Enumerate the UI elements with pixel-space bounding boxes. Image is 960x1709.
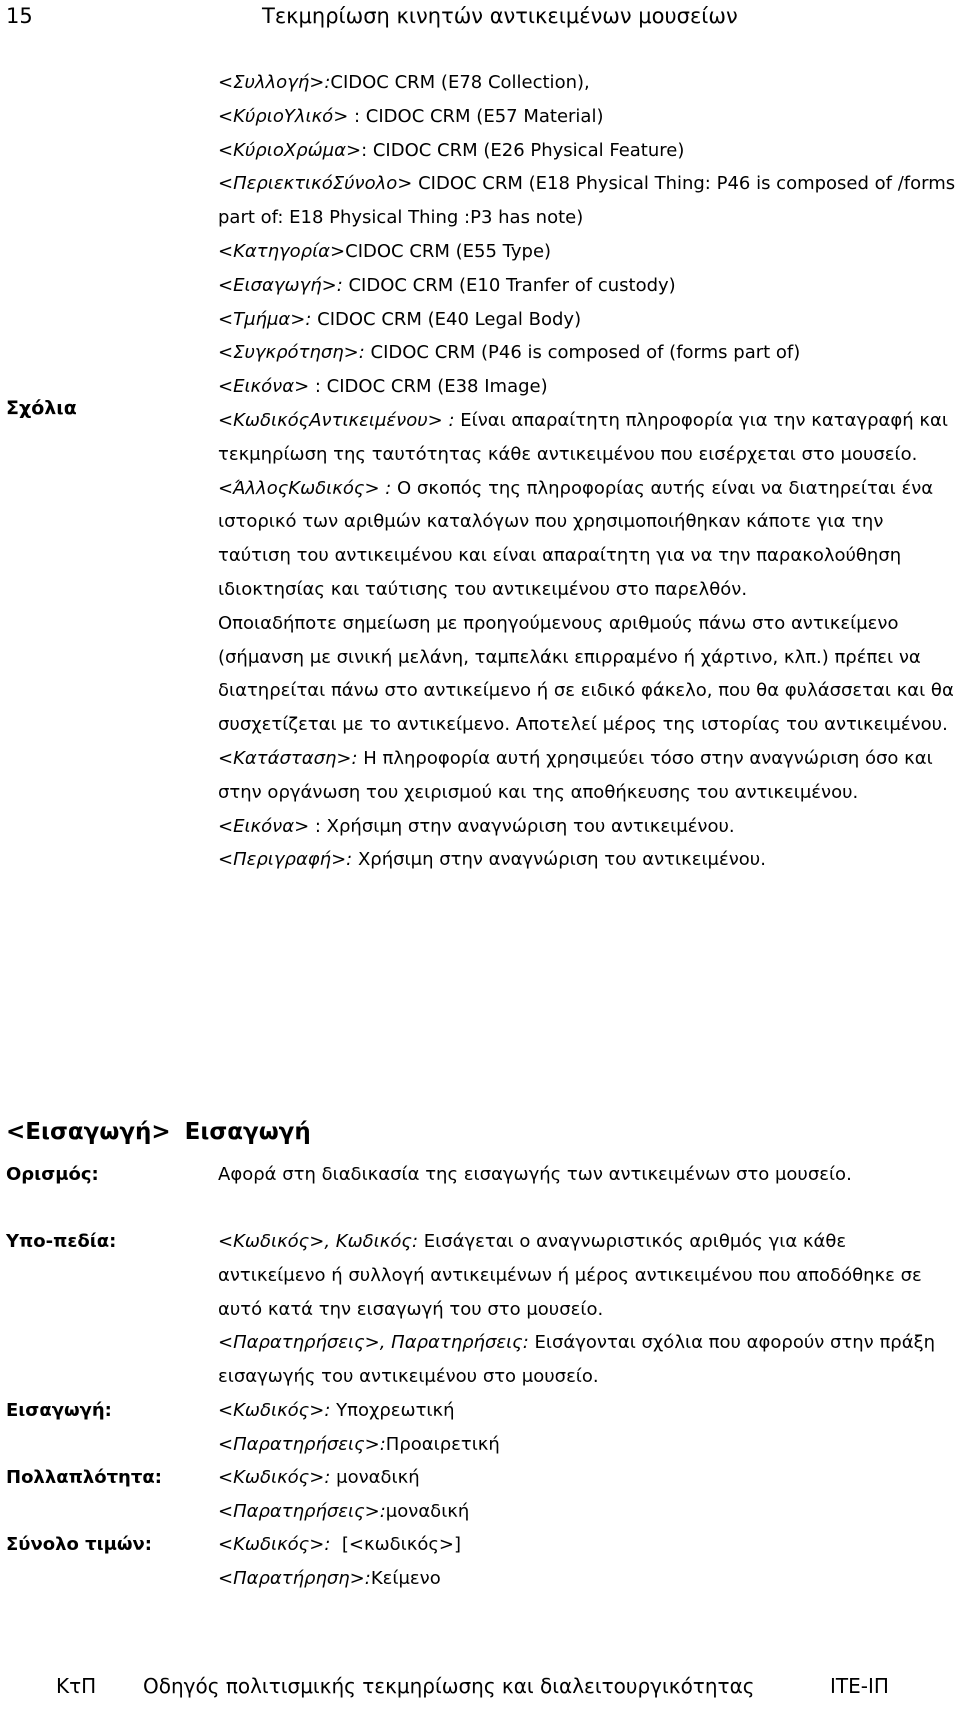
comment-tag: <ΚωδικόςΑντικειμένου> :: [218, 409, 455, 431]
subfield-text: Εισάγεται ο αναγνωριστικός αριθμός για κάθε αντικείμενο ή συλλογή αντικειμένων ή μέρος αντικειμένου που αποδόθηκε σε αυτό κατά την εισαγωγή του στο μουσείο.: [218, 1231, 922, 1320]
comment-line: [218, 134, 958, 168]
value-set-text: Κείμενο: [370, 1567, 441, 1589]
comments-block: [218, 66, 958, 877]
comment-line: [218, 843, 958, 877]
comment-tag: <Περιγραφή>:: [218, 849, 353, 871]
comment-text: : Χρήσιμη στην αναγνώριση του αντικειμένου.: [309, 815, 735, 837]
entry-label: Εισαγωγή:: [6, 1400, 112, 1421]
comment-tag: <Εικόνα>: [218, 376, 310, 398]
page-header: [0, 0, 960, 34]
multiplicity-tag: <Παρατηρήσεις>:: [218, 1500, 386, 1522]
running-title: Τεκμηρίωση κινητών αντικειμένων μουσείων: [262, 4, 738, 28]
value-set-item: [218, 1528, 956, 1562]
comment-line: [218, 336, 958, 370]
comment-line: [218, 66, 958, 100]
value-set-item: [218, 1562, 956, 1596]
footer-institute: ΙΤΕ-ΙΠ: [830, 1674, 889, 1698]
definition-label: Ορισμός:: [6, 1164, 99, 1185]
comment-text: Ο σκοπός της πληροφορίας αυτής είναι να διατηρείται ένα ιστορικό των αριθμών καταλόγων που χρησιμοποιήθηκαν κάποτε για την ταύτιση του αντικειμένου και είναι απαραίτητη για να την παρακολούθηση ιδιοκτησίας και ταύτισης του αντικειμένου στο παρελθόν.: [218, 477, 934, 600]
definition-text: Αφορά στη διαδικασία της εισαγωγής των αντικειμένων στο μουσείο.: [218, 1164, 852, 1185]
entry-text: Προαιρετική: [385, 1433, 500, 1455]
subfield-tag: <Παρατηρήσεις>, Παρατηρήσεις:: [218, 1332, 529, 1354]
comment-text: Οποιαδήποτε σημείωση με προηγούμενους αριθμούς πάνω στο αντικείμενο (σήμανση με σινική μελάνη, ταμπελάκι επιρραμένο ή χάρτινο, κλπ.) πρέπει να διατηρείται πάνω στο αντικείμενο ή σε ειδικό φάκελο, που θα φυλάσσεται και θα συσχετίζεται με το αντικείμενο. Αποτελεί μέρος της ιστορίας του αντικειμένου.: [218, 612, 954, 736]
subfields-label: Υπο-πεδία:: [6, 1231, 117, 1252]
subfield-tag: <Κωδικός>, Κωδικός:: [218, 1231, 419, 1252]
footer-org: ΚτΠ: [56, 1674, 97, 1698]
comment-text: Χρήσιμη στην αναγνώριση του αντικειμένου.: [352, 849, 766, 871]
entry-tag: <Κωδικός>:: [218, 1400, 331, 1421]
section-name: Εισαγωγή: [184, 1119, 311, 1145]
comment-tag: <Κατηγορία>: [218, 240, 346, 262]
comment-line: [218, 607, 958, 742]
multiplicity-value: [218, 1461, 956, 1529]
multiplicity-item: [218, 1495, 956, 1529]
comment-line: [218, 404, 958, 472]
multiplicity-text: μοναδική: [330, 1467, 420, 1488]
comment-text: CIDOC CRM (E10 Tranfer of custody): [342, 274, 676, 296]
subfield-text: Εισάγονται σχόλια που αφορούν στην πράξη εισαγωγής του αντικειμένου στο μουσείο.: [218, 1332, 936, 1388]
comment-tag: <Εικόνα>: [218, 815, 310, 837]
comment-line: [218, 303, 958, 337]
value-set-tag: <Κωδικός>:: [218, 1534, 331, 1555]
comment-tag: <Συλλογή>:: [218, 72, 331, 93]
comment-line: [218, 269, 958, 303]
footer-title: Οδηγός πολιτισμικής τεκμηρίωσης και διαλειτουργικότητας: [143, 1674, 755, 1698]
comment-tag: <Συγκρότηση>:: [218, 342, 365, 364]
comment-tag: <ΚύριοΧρώμα>: [218, 139, 362, 161]
comment-tag: <ΚύριοΥλικό>: [218, 105, 349, 127]
comment-line: [218, 742, 958, 810]
comment-tag: <ΆλλοςΚωδικός> :: [218, 477, 392, 499]
entry-tag: <Παρατηρήσεις>:: [218, 1433, 386, 1455]
comment-text: CIDOC CRM (E55 Type): [345, 240, 552, 262]
entry-item: [218, 1394, 956, 1428]
entry-item: [218, 1428, 956, 1462]
comment-text: Η πληροφορία αυτή χρησιμεύει τόσο στην αναγνώριση όσο και στην οργάνωση του χειρισμού και της αποθήκευσης του αντικειμένου.: [218, 747, 933, 803]
multiplicity-item: [218, 1461, 956, 1495]
comment-text: : CIDOC CRM (E26 Physical Feature): [361, 139, 685, 161]
comment-text: : CIDOC CRM (E57 Material): [348, 105, 604, 127]
comment-line: [218, 810, 958, 844]
comment-text: CIDOC CRM (E78 Collection),: [330, 72, 590, 93]
comment-tag: <Τμήμα>:: [218, 308, 312, 330]
multiplicity-text: μοναδική: [385, 1500, 470, 1522]
comment-line: [218, 167, 958, 235]
value-set-tag: <Παρατήρηση>:: [218, 1567, 371, 1589]
multiplicity-tag: <Κωδικός>:: [218, 1467, 331, 1488]
page-number: 15: [6, 4, 33, 28]
comment-text: Είναι απαραίτητη πληροφορία για την καταγραφή και τεκμηρίωση της ταυτότητας κάθε αντικειμένου που εισέρχεται στο μουσείο.: [218, 409, 948, 465]
comment-text: CIDOC CRM (P46 is composed of (forms part of): [364, 342, 801, 364]
comment-tag: <Εισαγωγή>:: [218, 274, 343, 296]
value-set-text: [<κωδικός>]: [330, 1534, 462, 1555]
comment-line: [218, 472, 958, 607]
comment-text: CIDOC CRM (E18 Physical Thing: P46 is composed of /forms part of: E18 Physical Thing :P3 has note): [218, 173, 956, 229]
section-title: [6, 1119, 311, 1145]
comment-line: [218, 100, 958, 134]
comment-line: [218, 370, 958, 404]
value-set-value: [218, 1528, 956, 1596]
section-code: <Εισαγωγή>: [6, 1119, 171, 1145]
comment-text: CIDOC CRM (E40 Legal Body): [311, 308, 582, 330]
comment-line: [218, 235, 958, 269]
comment-tag: <Κατάσταση>:: [218, 747, 358, 769]
comment-text: : CIDOC CRM (E38 Image): [309, 376, 548, 398]
subfield-item: [218, 1326, 956, 1394]
definition-value: [218, 1158, 956, 1192]
comment-tag: <ΠεριεκτικόΣύνολο>: [218, 173, 413, 195]
entry-text: Υποχρεωτική: [330, 1400, 455, 1421]
subfields-value: [218, 1225, 956, 1394]
multiplicity-label: Πολλαπλότητα:: [6, 1467, 162, 1488]
value-set-label: Σύνολο τιμών:: [6, 1534, 152, 1555]
subfield-item: [218, 1225, 956, 1326]
entry-value: [218, 1394, 956, 1462]
comments-label: Σχόλια: [6, 397, 77, 419]
